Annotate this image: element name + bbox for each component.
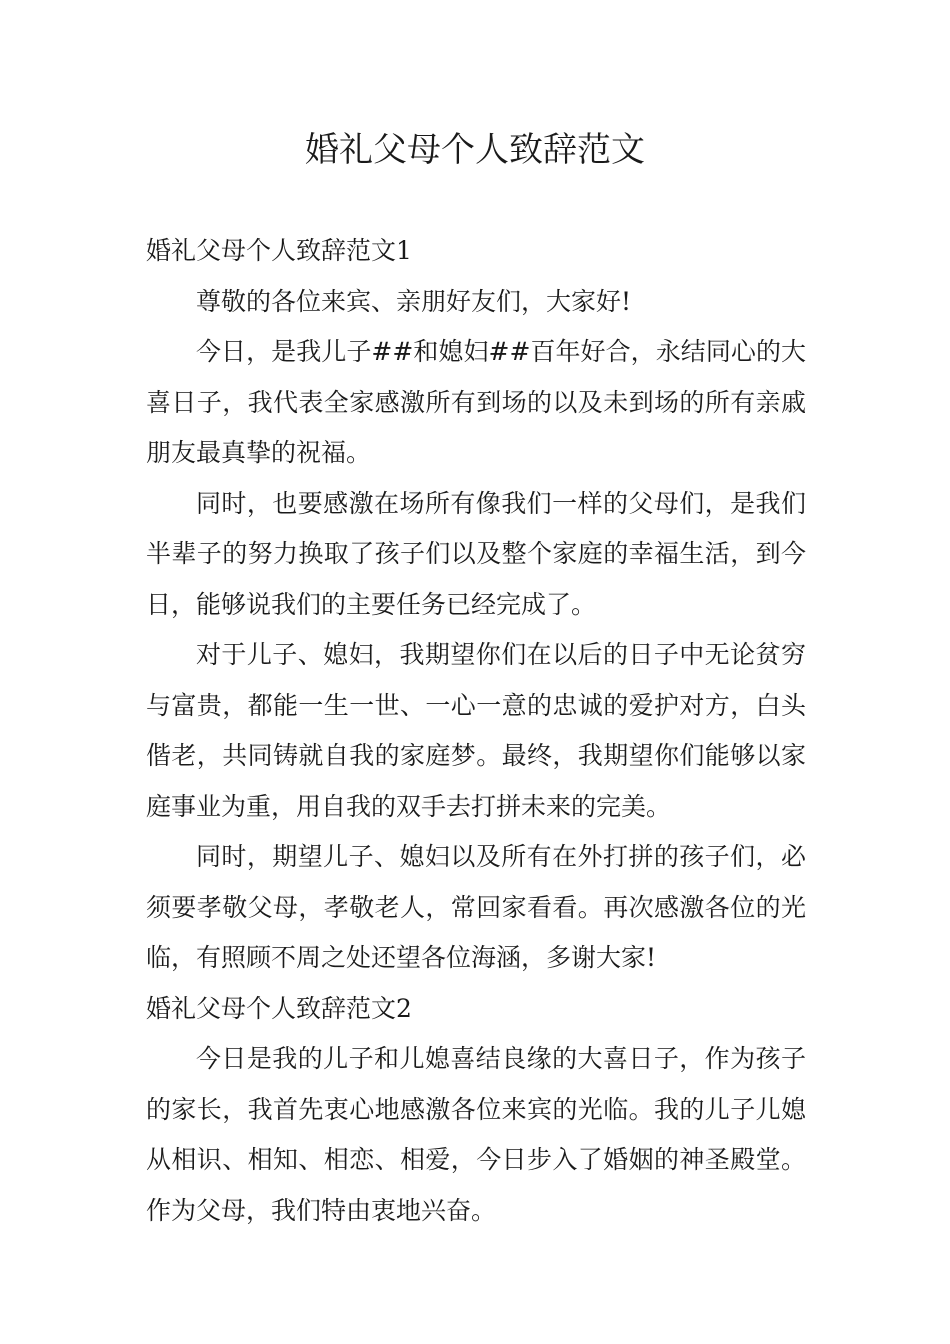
paragraph: 今日是我的儿子和儿媳喜结良缘的大喜日子，作为孩子的家长，我首先衷心地感激各位来宾的光临。我的儿子儿媳从相识、相知、相恋、相爱，今日步入了婚姻的神圣殿堂。作为父母，我们特由衷地兴奋。 bbox=[146, 1044, 806, 1225]
section-heading: 婚礼父母个人致辞范文1 bbox=[146, 236, 412, 265]
paragraph: 同时，期望儿子、媳妇以及所有在外打拼的孩子们，必须要孝敬父母，孝敬老人，常回家看看。再次感激各位的光临，有照顾不周之处还望各位海涵，多谢大家! bbox=[146, 842, 806, 972]
section-heading: 婚礼父母个人致辞范文2 bbox=[146, 993, 412, 1023]
section-1 bbox=[146, 226, 806, 984]
paragraph: 尊敬的各位来宾、亲朋好友们，大家好! bbox=[196, 286, 632, 316]
document-body bbox=[146, 226, 806, 1236]
paragraph: 对于儿子、媳妇，我期望你们在以后的日子中无论贫穷与富贵，都能一生一世、一心一意的忠诚的爱护对方，白头偕老，共同铸就自我的家庭梦。最终，我期望你们能够以家庭事业为重，用自我的双手去打拼未来的完美。 bbox=[146, 640, 806, 821]
document-title: 婚礼父母个人致辞范文 bbox=[305, 130, 645, 170]
section-2 bbox=[146, 984, 806, 1237]
paragraph: 今日，是我儿子##和媳妇##百年好合，永结同心的大喜日子，我代表全家感激所有到场的以及未到场的所有亲戚朋友最真挚的祝福。 bbox=[146, 337, 806, 467]
paragraph: 同时，也要感激在场所有像我们一样的父母们，是我们半辈子的努力换取了孩子们以及整个家庭的幸福生活，到今日，能够说我们的主要任务已经完成了。 bbox=[146, 488, 806, 619]
